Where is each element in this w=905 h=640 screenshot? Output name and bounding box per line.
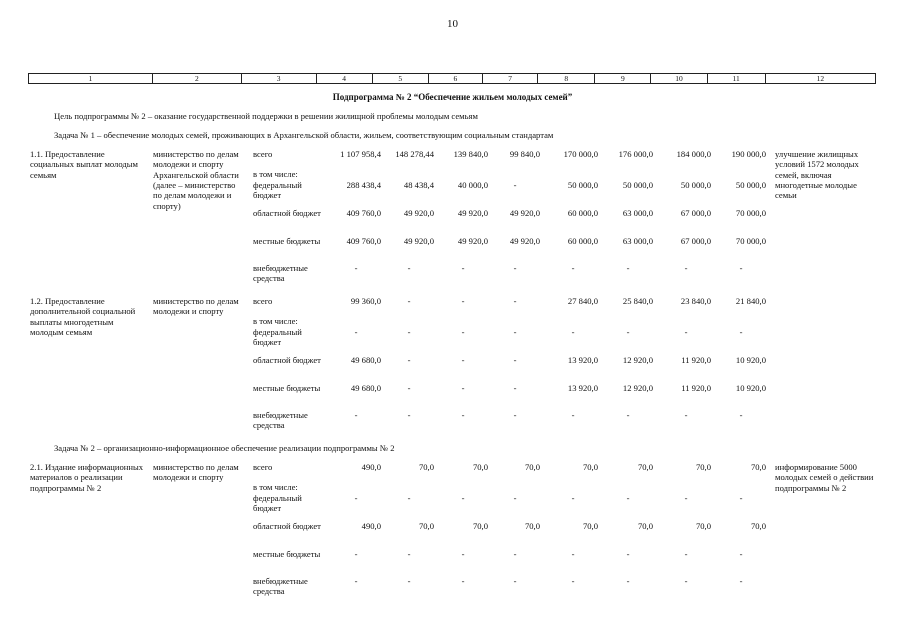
funding-value: - bbox=[684, 493, 688, 503]
funding-value: - bbox=[626, 576, 630, 586]
funding-value: 70,0 bbox=[750, 521, 766, 531]
funding-value: 99 840,0 bbox=[509, 149, 540, 159]
funding-value: 50 000,0 bbox=[622, 180, 653, 190]
task-1-text: Задача № 1 – обеспечение молодых семей, проживающих в Архангельской области, жильем, соответствующим социальным стандартам bbox=[54, 130, 554, 140]
funding-value: - bbox=[626, 410, 630, 420]
funding-value: - bbox=[461, 355, 465, 365]
funding-source-label: местные бюджеты bbox=[253, 236, 321, 246]
funding-value: 21 840,0 bbox=[735, 296, 766, 306]
funding-value: 70,0 bbox=[418, 462, 434, 472]
funding-value: - bbox=[571, 576, 575, 586]
funding-value: - bbox=[513, 576, 517, 586]
funding-source-label: областной бюджет bbox=[253, 521, 321, 531]
funding-value: 70,0 bbox=[637, 521, 653, 531]
funding-value: 176 000,0 bbox=[618, 149, 653, 159]
funding-value: 50 000,0 bbox=[567, 180, 598, 190]
funding-value: 1 107 958,4 bbox=[340, 149, 381, 159]
funding-value: - bbox=[407, 383, 411, 393]
funding-source-label: внебюджетные средства bbox=[253, 263, 308, 284]
funding-value: - bbox=[354, 549, 358, 559]
funding-value: - bbox=[461, 549, 465, 559]
funding-value: - bbox=[513, 383, 517, 393]
funding-value: - bbox=[354, 493, 358, 503]
funding-value: - bbox=[626, 549, 630, 559]
funding-value: 49 920,0 bbox=[509, 208, 540, 218]
funding-value: - bbox=[571, 327, 575, 337]
page-number: 10 bbox=[447, 18, 458, 30]
task-2-text: Задача № 2 – организационно-информационное обеспечение реализации подпрограммы № 2 bbox=[54, 443, 395, 453]
column-number-10: 10 bbox=[650, 74, 706, 83]
goal-text: Цель подпрограммы № 2 – оказание государственной поддержки в решении жилищной проблемы молодым семьям bbox=[54, 111, 478, 121]
funding-value: 70,0 bbox=[472, 462, 488, 472]
funding-value: 49 920,0 bbox=[457, 208, 488, 218]
funding-value: 60 000,0 bbox=[567, 208, 598, 218]
funding-value: - bbox=[739, 549, 743, 559]
funding-value: 49 920,0 bbox=[509, 236, 540, 246]
funding-value: - bbox=[513, 493, 517, 503]
column-number-11: 11 bbox=[707, 74, 765, 83]
funding-value: 99 360,0 bbox=[350, 296, 381, 306]
funding-value: 490,0 bbox=[361, 462, 381, 472]
funding-value: - bbox=[513, 263, 517, 273]
funding-value: 50 000,0 bbox=[735, 180, 766, 190]
funding-value: 184 000,0 bbox=[676, 149, 711, 159]
column-number-5: 5 bbox=[372, 74, 428, 83]
funding-value: 288 438,4 bbox=[346, 180, 381, 190]
funding-value: 63 000,0 bbox=[622, 208, 653, 218]
column-number-6: 6 bbox=[428, 74, 482, 83]
funding-value: - bbox=[407, 410, 411, 420]
funding-value: 23 840,0 bbox=[680, 296, 711, 306]
funding-value: 13 920,0 bbox=[567, 383, 598, 393]
measure-name: 1.1. Предоставление социальных выплат молодым семьям bbox=[30, 149, 138, 180]
funding-value: - bbox=[513, 410, 517, 420]
funding-value: - bbox=[461, 383, 465, 393]
funding-value: 70,0 bbox=[637, 462, 653, 472]
funding-value: 12 920,0 bbox=[622, 383, 653, 393]
funding-value: 11 920,0 bbox=[681, 383, 711, 393]
funding-value: 49 680,0 bbox=[350, 383, 381, 393]
executor-name: министерство по делам молодежи и спорту Архангельской области (далее – министерство по делам молодежи и спорту) bbox=[153, 149, 239, 211]
measure-name: 2.1. Издание информационных материалов о реализации подпрограммы № 2 bbox=[30, 462, 144, 493]
funding-value: 50 000,0 bbox=[680, 180, 711, 190]
funding-value: - bbox=[461, 410, 465, 420]
column-number-9: 9 bbox=[594, 74, 650, 83]
funding-value: - bbox=[461, 263, 465, 273]
funding-value: 409 760,0 bbox=[346, 236, 381, 246]
funding-value: - bbox=[461, 576, 465, 586]
column-number-3: 3 bbox=[241, 74, 316, 83]
column-number-7: 7 bbox=[482, 74, 537, 83]
funding-value: - bbox=[461, 327, 465, 337]
funding-value: - bbox=[739, 263, 743, 273]
funding-value: - bbox=[739, 327, 743, 337]
column-number-8: 8 bbox=[537, 74, 594, 83]
column-number-1: 1 bbox=[88, 74, 93, 83]
funding-value: - bbox=[407, 576, 411, 586]
funding-value: - bbox=[407, 296, 411, 306]
column-number-4: 4 bbox=[316, 74, 372, 83]
funding-value: 409 760,0 bbox=[346, 208, 381, 218]
funding-value: - bbox=[684, 549, 688, 559]
funding-value: 70,0 bbox=[582, 521, 598, 531]
executor-name: министерство по делам молодежи и спорту bbox=[153, 296, 239, 317]
funding-value: - bbox=[571, 493, 575, 503]
funding-value: - bbox=[571, 263, 575, 273]
funding-value: 67 000,0 bbox=[680, 208, 711, 218]
funding-source-label: внебюджетные средства bbox=[253, 576, 308, 597]
funding-value: 148 278,44 bbox=[395, 149, 434, 159]
funding-value: 63 000,0 bbox=[622, 236, 653, 246]
funding-value: - bbox=[354, 327, 358, 337]
funding-value: 12 920,0 bbox=[622, 355, 653, 365]
funding-source-label: внебюджетные средства bbox=[253, 410, 308, 431]
funding-value: - bbox=[571, 549, 575, 559]
expected-result: улучшение жилищных условий 1572 молодых семей, включая многодетные молодые семьи bbox=[775, 149, 859, 201]
funding-value: 27 840,0 bbox=[567, 296, 598, 306]
column-number-2: 2 bbox=[152, 74, 241, 83]
funding-value: - bbox=[407, 327, 411, 337]
funding-source-label: федеральный бюджет bbox=[253, 327, 302, 348]
funding-value: 67 000,0 bbox=[680, 236, 711, 246]
column-header-row bbox=[28, 73, 876, 84]
funding-value: 190 000,0 bbox=[731, 149, 766, 159]
funding-source-label: федеральный бюджет bbox=[253, 180, 302, 201]
column-number-12: 12 bbox=[765, 74, 875, 83]
funding-value: 70,0 bbox=[750, 462, 766, 472]
funding-value: 70,0 bbox=[524, 462, 540, 472]
funding-value: - bbox=[626, 493, 630, 503]
funding-value: - bbox=[354, 410, 358, 420]
expected-result: информирование 5000 молодых семей о действии подпрограммы № 2 bbox=[775, 462, 874, 493]
funding-value: 70,0 bbox=[695, 521, 711, 531]
funding-source-label: всего bbox=[253, 296, 273, 306]
funding-source-label: федеральный бюджет bbox=[253, 493, 302, 514]
funding-source-label: местные бюджеты bbox=[253, 549, 321, 559]
funding-value: 70,0 bbox=[418, 521, 434, 531]
funding-source-label: в том числе: bbox=[253, 316, 298, 326]
funding-value: - bbox=[407, 263, 411, 273]
funding-value: 70,0 bbox=[695, 462, 711, 472]
funding-value: 48 438,4 bbox=[403, 180, 434, 190]
funding-value: 13 920,0 bbox=[567, 355, 598, 365]
funding-value: - bbox=[513, 549, 517, 559]
funding-value: 10 920,0 bbox=[735, 355, 766, 365]
funding-source-label: местные бюджеты bbox=[253, 383, 321, 393]
funding-value: 49 680,0 bbox=[350, 355, 381, 365]
funding-value: - bbox=[513, 296, 517, 306]
subprogram-title: Подпрограмма № 2 “Обеспечение жильем молодых семей” bbox=[332, 92, 573, 102]
funding-value: - bbox=[407, 549, 411, 559]
funding-value: - bbox=[354, 576, 358, 586]
funding-source-label: всего bbox=[253, 462, 273, 472]
funding-value: 139 840,0 bbox=[453, 149, 488, 159]
measure-name: 1.2. Предоставление дополнительной социальной выплаты многодетным молодым семьям bbox=[30, 296, 136, 337]
funding-value: - bbox=[684, 263, 688, 273]
funding-value: 490,0 bbox=[361, 521, 381, 531]
funding-value: 40 000,0 bbox=[457, 180, 488, 190]
funding-value: 11 920,0 bbox=[681, 355, 711, 365]
executor-name: министерство по делам молодежи и спорту bbox=[153, 462, 239, 483]
funding-value: 49 920,0 bbox=[403, 208, 434, 218]
funding-value: 170 000,0 bbox=[563, 149, 598, 159]
funding-value: - bbox=[684, 576, 688, 586]
funding-value: 10 920,0 bbox=[735, 383, 766, 393]
funding-value: - bbox=[513, 327, 517, 337]
funding-value: 70,0 bbox=[582, 462, 598, 472]
funding-value: 70 000,0 bbox=[735, 236, 766, 246]
funding-value: - bbox=[407, 493, 411, 503]
funding-value: - bbox=[739, 493, 743, 503]
funding-source-label: в том числе: bbox=[253, 169, 298, 179]
funding-value: 70 000,0 bbox=[735, 208, 766, 218]
funding-value: 70,0 bbox=[472, 521, 488, 531]
funding-value: - bbox=[513, 355, 517, 365]
funding-source-label: областной бюджет bbox=[253, 208, 321, 218]
funding-value: - bbox=[513, 180, 517, 190]
funding-value: - bbox=[684, 327, 688, 337]
funding-value: - bbox=[626, 327, 630, 337]
funding-source-label: всего bbox=[253, 149, 273, 159]
funding-value: - bbox=[407, 355, 411, 365]
funding-value: - bbox=[461, 493, 465, 503]
funding-value: - bbox=[461, 296, 465, 306]
funding-value: - bbox=[684, 410, 688, 420]
funding-value: - bbox=[354, 263, 358, 273]
funding-source-label: областной бюджет bbox=[253, 355, 321, 365]
funding-source-label: в том числе: bbox=[253, 482, 298, 492]
funding-value: 49 920,0 bbox=[403, 236, 434, 246]
funding-value: - bbox=[571, 410, 575, 420]
funding-value: 60 000,0 bbox=[567, 236, 598, 246]
funding-value: - bbox=[739, 410, 743, 420]
funding-value: - bbox=[626, 263, 630, 273]
funding-value: 25 840,0 bbox=[622, 296, 653, 306]
funding-value: 49 920,0 bbox=[457, 236, 488, 246]
funding-value: - bbox=[739, 576, 743, 586]
funding-value: 70,0 bbox=[524, 521, 540, 531]
